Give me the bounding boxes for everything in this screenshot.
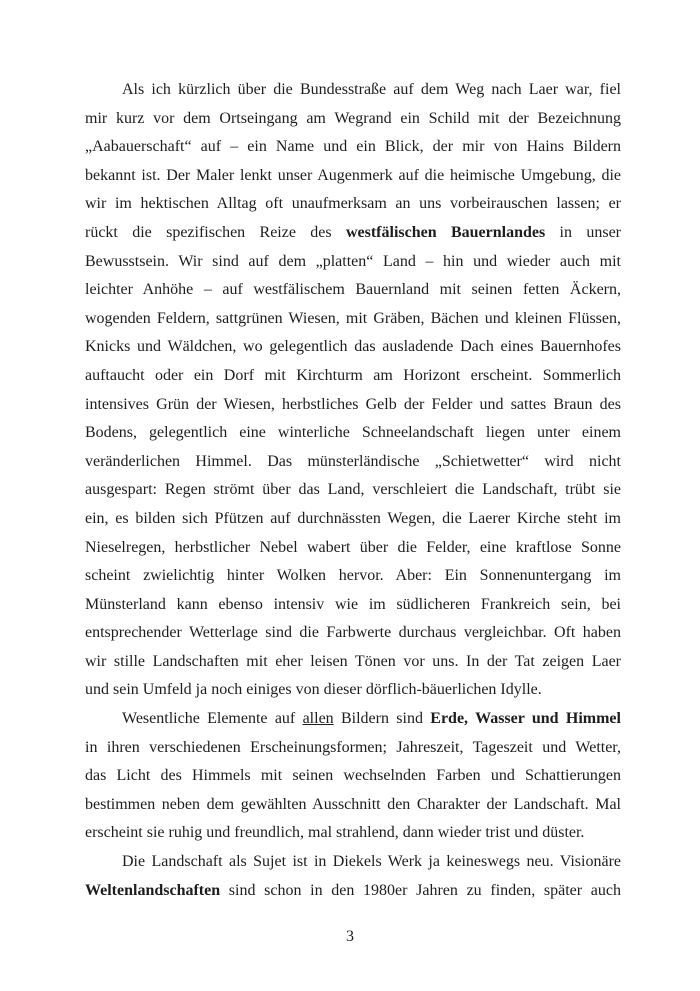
body-text: in ihren verschiedenen Erscheinungsformen; Jahreszeit, Tageszeit und Wetter, <box>85 738 621 756</box>
body-text: Bodens, gelegentlich eine winterliche Schneelandschaft liegen unter einem <box>85 424 621 442</box>
body-text: ein, es bilden sich Pfützen auf durchnässten Wegen, die Laerer Kirche steht im <box>85 509 621 527</box>
body-text: wir stille Landschaften mit eher leisen Tönen vor uns. In der Tat zeigen Laer <box>85 652 621 670</box>
body-text: auftaucht oder ein Dorf mit Kirchturm am Horizont erscheint. Sommerlich <box>85 366 621 384</box>
body-text: mir kurz vor dem Ortseingang am Wegrand ein Schild mit der Bezeichnung <box>85 109 621 127</box>
body-text: Bildern sind <box>333 710 431 728</box>
text-line <box>85 819 621 848</box>
document-body <box>85 76 621 905</box>
body-text: und sein Umfeld ja noch einiges von dieser dörflich-bäuerlichen Idylle. <box>85 681 542 699</box>
body-text: das Licht des Himmels mit seinen wechselnden Farben und Schattierungen <box>85 767 621 785</box>
body-text: in unser <box>545 223 621 241</box>
text-line <box>85 305 621 334</box>
body-text: bestimmen neben dem gewählten Ausschnitt den Charakter der Landschaft. Mal <box>85 795 621 813</box>
text-line <box>85 419 621 448</box>
bold-text: westfälischen Bauernlandes <box>345 223 546 241</box>
text-line <box>85 877 621 906</box>
body-text: Als ich kürzlich über die Bundesstraße auf dem Weg nach Laer war, fiel <box>122 81 621 98</box>
text-line <box>85 734 621 763</box>
text-line <box>85 133 621 162</box>
text-line <box>85 276 621 305</box>
body-text: ausgespart: Regen strömt über das Land, verschleiert die Landschaft, trübt sie <box>85 481 621 499</box>
text-line <box>85 676 621 705</box>
paragraph <box>85 76 621 705</box>
body-text: leichter Anhöhe – auf westfälischem Bauernland mit seinen fetten Äckern, <box>85 281 621 299</box>
body-text: „Aabauerschaft“ auf – ein Name und ein Blick, der mir von Hains Bildern <box>85 138 621 156</box>
text-line <box>85 534 621 563</box>
text-line <box>85 619 621 648</box>
paragraph <box>85 705 621 848</box>
text-line <box>85 105 621 134</box>
text-line <box>85 333 621 362</box>
underlined-text: allen <box>302 710 334 728</box>
text-line <box>85 76 621 105</box>
bold-text: Erde, Wasser und Himmel <box>430 710 621 728</box>
text-line <box>85 762 621 791</box>
text-line <box>85 162 621 191</box>
body-text: Münsterland kann ebenso intensiv wie im südlicheren Frankreich sein, bei <box>85 595 621 613</box>
text-line <box>85 591 621 620</box>
body-text: Die Landschaft als Sujet ist in Diekels Werk ja keineswegs neu. Visionäre <box>122 853 621 871</box>
body-text: rückt die spezifischen Reize des <box>85 223 346 241</box>
text-line <box>85 219 621 248</box>
text-line <box>85 248 621 277</box>
text-line <box>85 705 621 734</box>
body-text: Knicks und Wäldchen, wo gelegentlich das ausladende Dach eines Bauernhofes <box>85 338 621 356</box>
text-line <box>85 648 621 677</box>
body-text: erscheint sie ruhig und freundlich, mal strahlend, dann wieder trist und düster. <box>85 824 585 842</box>
body-text: veränderlichen Himmel. Das münsterländische „Schietwetter“ wird nicht <box>85 452 621 470</box>
body-text: sind schon in den 1980er Jahren zu finden, später auch <box>220 881 621 899</box>
body-text: bekannt ist. Der Maler lenkt unser Augenmerk auf die heimische Umgebung, die <box>85 166 621 184</box>
text-line <box>85 391 621 420</box>
text-line <box>85 362 621 391</box>
body-text: entsprechender Wetterlage sind die Farbwerte durchaus vergleichbar. Oft haben <box>85 624 621 642</box>
text-line <box>85 190 621 219</box>
body-text: scheint zwielichtig hinter Wolken hervor. Aber: Ein Sonnenuntergang im <box>85 567 621 585</box>
body-text: Nieselregen, herbstlicher Nebel wabert über die Felder, eine kraftlose Sonne <box>85 538 621 556</box>
body-text: intensives Grün der Wiesen, herbstliches Gelb der Felder und sattes Braun des <box>85 395 621 413</box>
text-line <box>85 562 621 591</box>
text-line <box>85 476 621 505</box>
text-line <box>85 505 621 534</box>
text-line <box>85 791 621 820</box>
body-text: Wesentliche Elemente auf <box>122 710 303 728</box>
body-text: wogenden Feldern, sattgrünen Wiesen, mit Gräben, Bächen und kleinen Flüssen, <box>85 309 621 327</box>
text-line <box>85 448 621 477</box>
page-number: 3 <box>346 928 354 945</box>
paragraph <box>85 848 621 905</box>
body-text: Bewusstsein. Wir sind auf dem „platten“ Land – hin und wieder auch mit <box>85 252 621 270</box>
body-text: wir im hektischen Alltag oft unaufmerksam an uns vorbeirauschen lassen; er <box>85 195 621 213</box>
bold-text: Weltenlandschaften <box>85 881 221 899</box>
text-line <box>85 848 621 877</box>
